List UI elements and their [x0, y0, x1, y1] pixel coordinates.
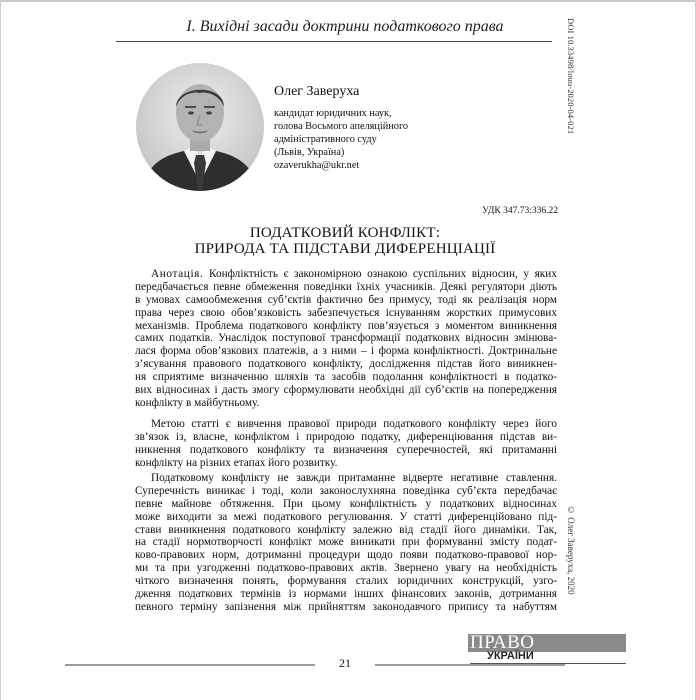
abstract-line: самих податків. Унаслідок поступової трансформації податкових відносин змінюва-: [135, 332, 557, 345]
abstract-line: Анотація. Конфліктність є закономірною ознакою суспільних відносин, у яких: [151, 268, 557, 280]
journal-logo: ПРАВО: [470, 632, 535, 653]
text-line: Податковому конфлікту не завжди притаманне відверте негативне ставлення.: [151, 472, 557, 484]
copyright-label: © Олег Заверуха, 2020: [566, 505, 576, 595]
abstract-label: Анотація.: [151, 268, 204, 280]
text-line: ково-правових норм, дотриманні процедури щодо появи податково-правової нор-: [135, 549, 557, 562]
abstract-paragraph: [135, 268, 557, 410]
udc-code: УДК 347.73:336.22: [482, 206, 558, 216]
text-line: Метою статті є вивчення правової природи податкового конфлікту через його: [151, 418, 557, 430]
author-court: адміністративного суду: [274, 134, 377, 145]
author-photo: [136, 63, 264, 191]
abstract-line: в умовах самообмеження суб’єктів фактично без примусу, тоді як реалізація норм: [135, 293, 557, 306]
title-line-1: ПОДАТКОВИЙ КОНФЛІКТ:: [249, 225, 441, 241]
abstract-line: конфлікту в майбутньому.: [135, 396, 260, 409]
author-name: Олег Заверуха: [274, 84, 360, 99]
abstract-line: права через свою обов’язковість забезпечується існуванням жорстких примусових: [135, 306, 557, 319]
header-divider: [116, 41, 552, 42]
author-degree: кандидат юридичних наук,: [274, 108, 392, 119]
article-title: [135, 225, 555, 257]
text-line: певного терміну запізнення між прийняттям законодавчого припису та набуттям: [135, 600, 557, 613]
author-position: голова Восьмого апеляційного: [274, 121, 409, 132]
author-info: [274, 107, 454, 172]
text-line: конфлікту на різних етапах його розвитку.: [135, 456, 338, 469]
page-number: 21: [339, 656, 351, 670]
doi-label: DOI 10.33498/louu-2020-04-021: [566, 18, 576, 135]
footer-rule-right: [375, 664, 565, 666]
abstract-line: ня сприятиме визначенню шляхів та засобів подолання конфліктності в податко-: [135, 371, 557, 384]
text-line: ми та при узгодженні податково-правових актів. Звернено увагу на необхідність: [135, 562, 557, 575]
author-location: (Львів, Україна): [274, 147, 345, 158]
text-line: дження податкових термінів із нормами інших фінансових законів, дотримання: [135, 588, 557, 601]
section-header: І. Вихідні засади доктрини податкового права: [186, 18, 504, 35]
abstract-line: лася форма обов’язкових платежів, а з ними – і форма конфліктності. Доктринальне: [135, 345, 557, 358]
conflict-paragraph: [135, 472, 557, 614]
title-line-2: ПРИРОДА ТА ПІДСТАВИ ДИФЕРЕНЦІАЦІЇ: [194, 241, 496, 257]
journal-logo-subtitle: УКРАЇНИ: [487, 650, 534, 662]
purpose-paragraph: [135, 418, 557, 470]
text-line: на стадії нормотворчості конфлікт може виникати при формуванні змісту подат-: [135, 536, 557, 549]
text-line: Суперечність виникає і тоді, коли законослухняна поведінка суб’єкта передбачає: [135, 484, 557, 497]
top-border: [0, 0, 696, 2]
text-line: стави виникнення податкового конфлікту залежно від стадії його динаміки. Так,: [135, 523, 557, 536]
left-border: [0, 0, 1, 700]
abstract-line: вих відносинах і дасть змогу сформулювати необхідні дії суб’єктів на попередження: [135, 384, 557, 397]
logo-underline: [470, 663, 626, 664]
author-portrait-icon: [136, 63, 264, 191]
abstract-line: передбачається певне обмеження поведінки їхніх учасників. Деякі регулятори діють: [135, 280, 557, 293]
text-line: певне майнове обтяження. При цьому конфліктність у податкових відносинах: [135, 497, 557, 510]
footer-rule-left: [65, 664, 315, 666]
text-line: чіткого визначення понять, формування сталих юридичних конструкцій, узго-: [135, 575, 557, 588]
author-email[interactable]: ozaverukha@ukr.net: [274, 160, 360, 171]
abstract-line: з’ясування правового податкового конфлікту, дослідження підстав його виникнен-: [135, 358, 557, 371]
abstract-line: механізмів. Проблема податкового конфлікту пов’язується з моментом виникнення: [135, 319, 557, 332]
text-line: никнення податкового конфлікту та визначення суперечностей, які притаманні: [135, 443, 557, 456]
text-line: може виходити за межі податкового регулювання. У статті диференційовано під-: [135, 510, 557, 523]
text-line: зв’язок із, власне, конфліктом і природою податку, диференціювання підстав ви-: [135, 430, 557, 443]
